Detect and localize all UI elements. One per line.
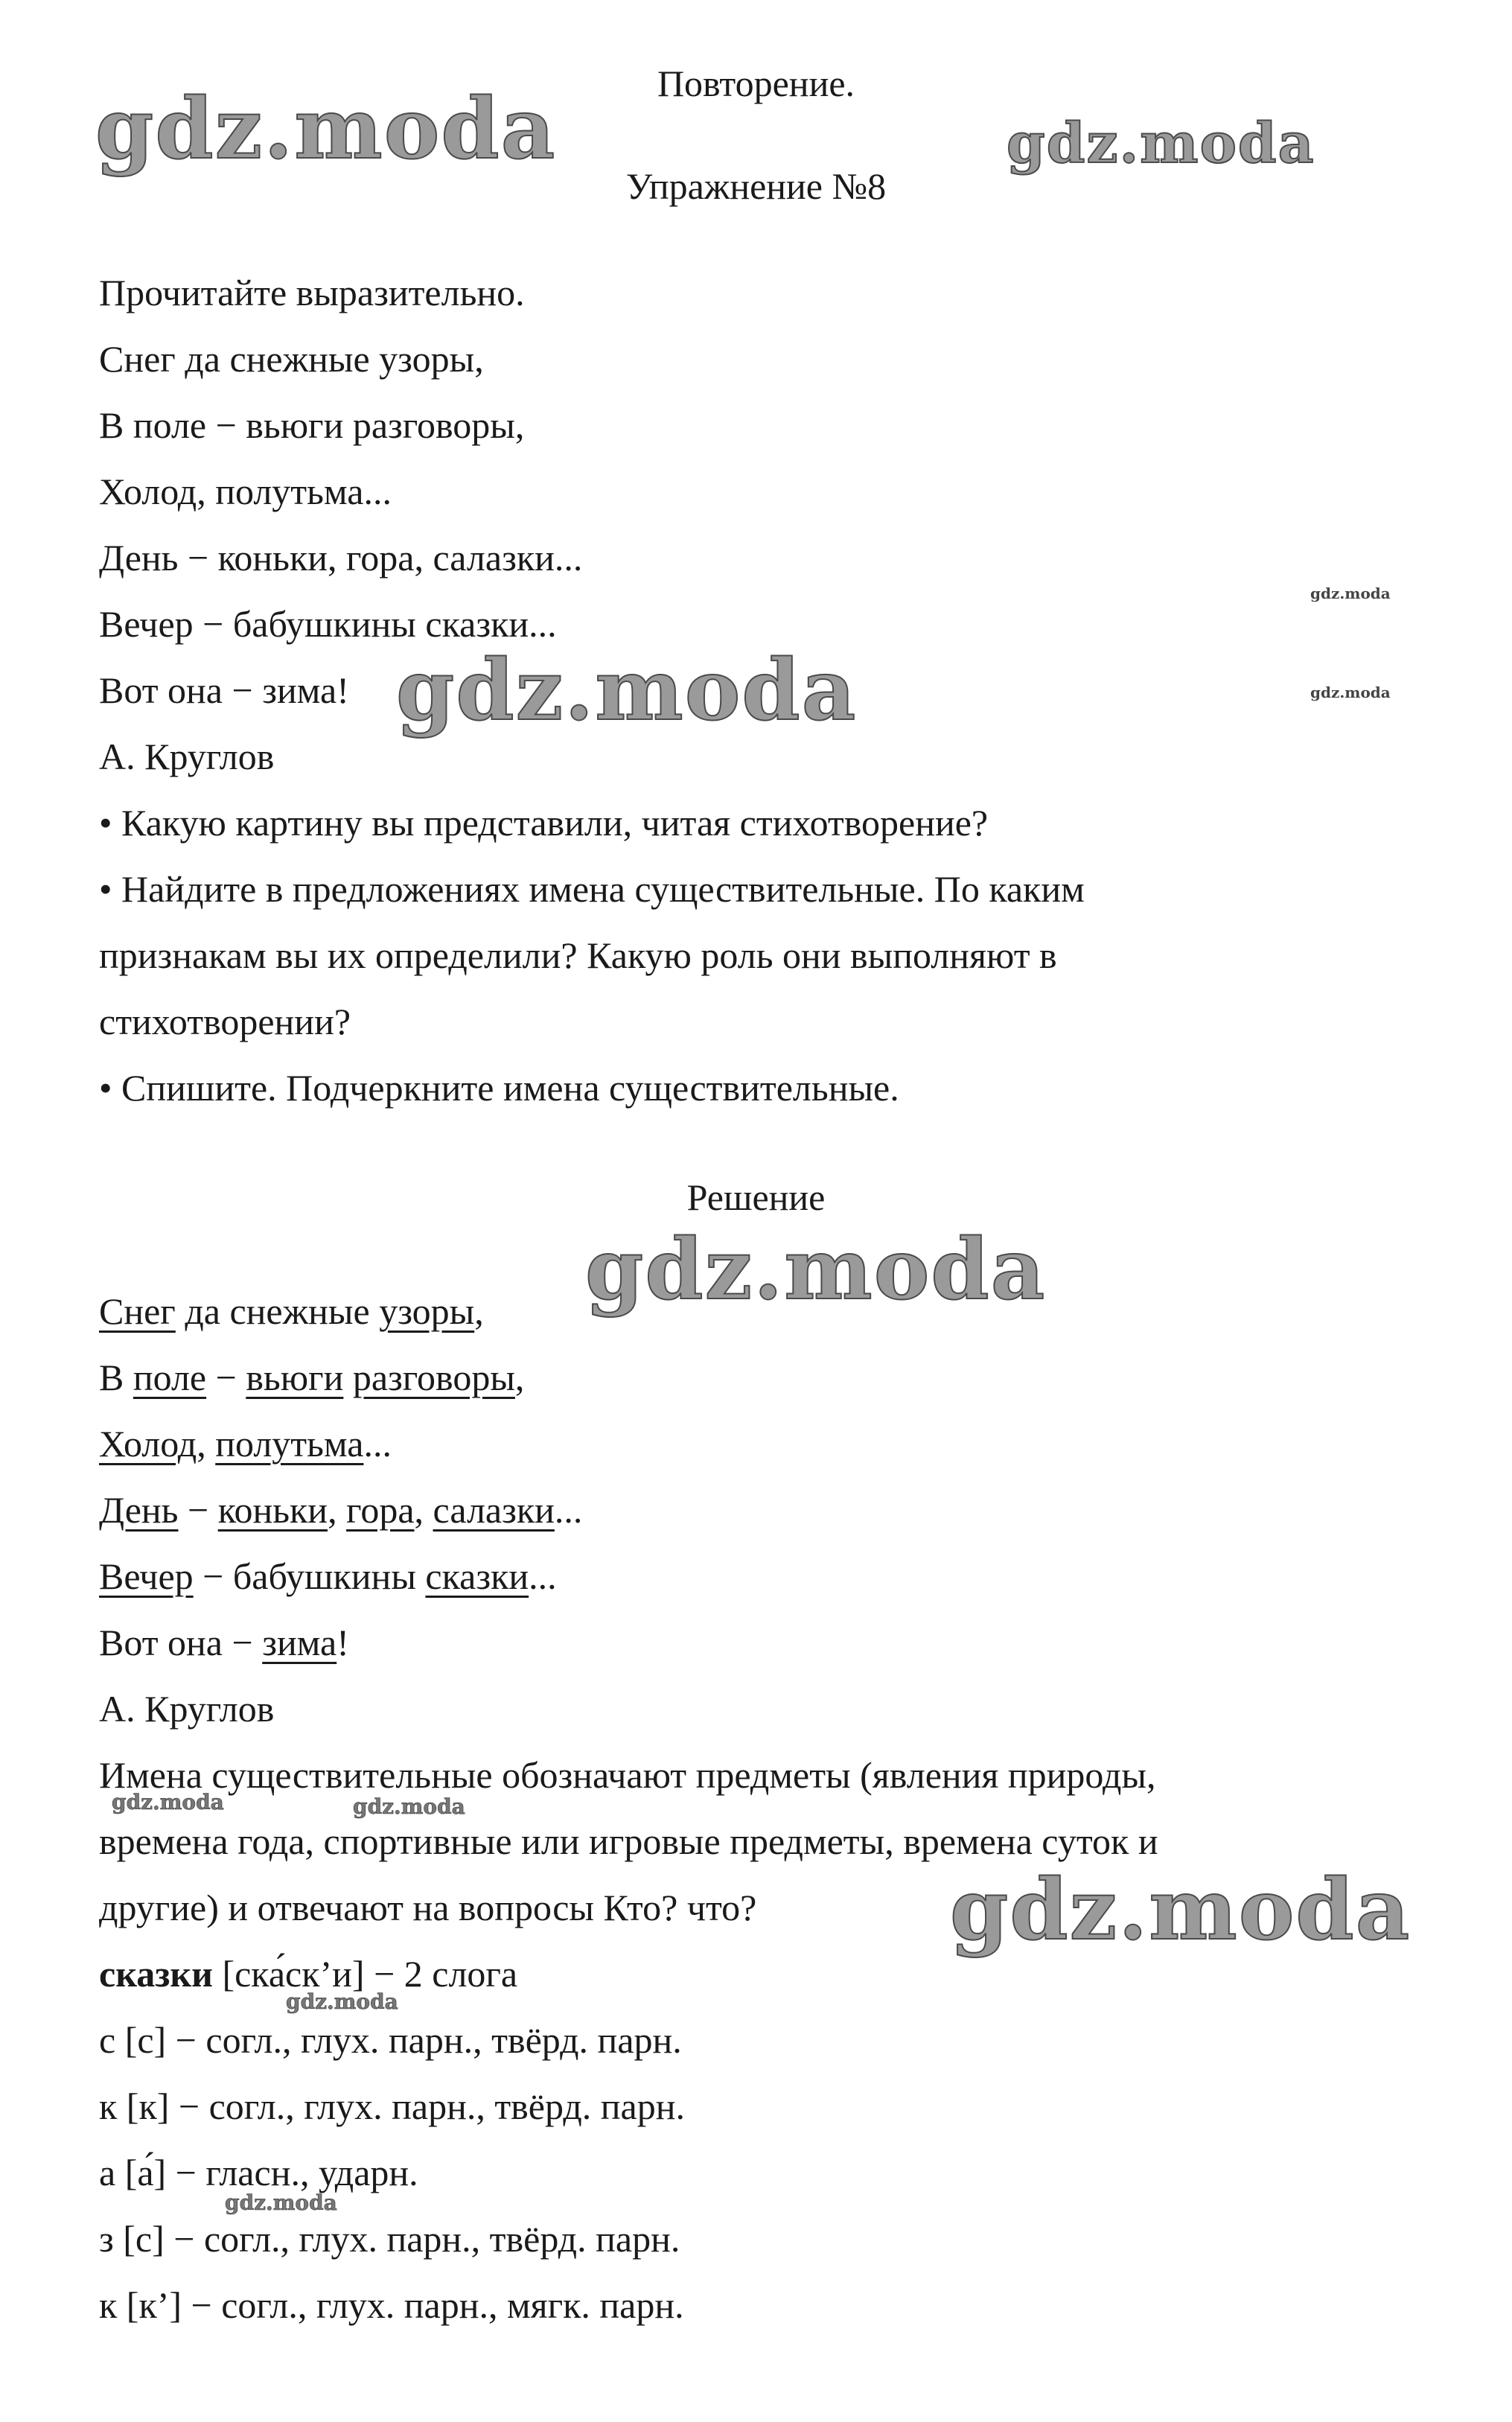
watermark-logo: gdz.moda: [1310, 683, 1391, 701]
solution-heading: Решение: [686, 1176, 826, 1218]
question-line: • Какую картину вы представили, читая стихотворение?: [99, 802, 989, 844]
poem-text: ...: [363, 1423, 392, 1465]
analyzed-word: сказки: [99, 1953, 213, 1995]
explanation-line: времена года, спортивные или игровые предметы, времена суток и: [99, 1820, 1158, 1862]
underlined-noun: гора: [346, 1489, 415, 1531]
question-line: признакам вы их определили? Какую роль они выполняют в: [99, 934, 1057, 976]
solution-poem-line: [99, 1622, 349, 1665]
question-line: • Спишите. Подчеркните имена существительные.: [99, 1067, 899, 1109]
sound-analysis-line: а [а́] − гласн., ударн.: [99, 2152, 418, 2193]
underlined-noun: коньки: [217, 1489, 328, 1531]
poem-line: День − коньки, гора, салазки...: [99, 537, 583, 579]
poem-text: ...: [529, 1555, 557, 1597]
sound-analysis-line: к [к’] − согл., глух. парн., мягк. парн.: [99, 2284, 684, 2326]
solution-author: А. Круглов: [99, 1688, 275, 1730]
poem-line: В поле − вьюги разговоры,: [99, 404, 525, 446]
watermark-logo: gdz.moda: [1310, 584, 1391, 602]
poem-author: А. Круглов: [99, 736, 275, 777]
underlined-noun: разговоры: [352, 1357, 515, 1398]
underlined-noun: вьюги: [246, 1357, 344, 1398]
underlined-noun: Снег: [99, 1290, 176, 1332]
poem-text: Вот она −: [99, 1622, 263, 1663]
explanation-line: другие) и отвечают на вопросы Кто? что?: [99, 1887, 757, 1928]
poem-text: ,: [328, 1489, 347, 1531]
poem-text: −: [178, 1489, 218, 1531]
poem-text: ,: [197, 1423, 216, 1465]
question-line: стихотворении?: [99, 1001, 351, 1042]
watermark-logo: gdz.moda: [225, 2190, 337, 2215]
question-line: • Найдите в предложениях имена существительные. По каким: [99, 868, 1085, 910]
underlined-noun: зима: [262, 1622, 337, 1663]
underlined-noun: полутьма: [215, 1423, 364, 1465]
sound-analysis-line: з [с] − согл., глух. парн., твёрд. парн.: [99, 2218, 680, 2260]
poem-line: Снег да снежные узоры,: [99, 338, 484, 380]
watermark-logo: gdz.moda: [95, 80, 557, 178]
task-instruction: Прочитайте выразительно.: [99, 272, 525, 313]
poem-text: ...: [554, 1489, 583, 1531]
underlined-noun: сказки: [425, 1555, 529, 1597]
poem-text: !: [336, 1622, 349, 1663]
watermark-logo: gdz.moda: [112, 1790, 224, 1814]
poem-text: ,: [514, 1357, 525, 1398]
underlined-noun: узоры: [379, 1290, 475, 1332]
underlined-noun: Холод: [99, 1423, 197, 1465]
solution-poem-line: [99, 1357, 524, 1400]
poem-text: −: [206, 1357, 246, 1398]
poem-text: − бабушкины: [193, 1555, 426, 1597]
poem-text: ,: [414, 1489, 433, 1531]
underlined-noun: День: [99, 1489, 179, 1531]
poem-text: да снежные: [175, 1290, 380, 1332]
watermark-logo: gdz.moda: [396, 642, 858, 739]
underlined-noun: салазки: [433, 1489, 555, 1531]
poem-line: Вечер − бабушкины сказки...: [99, 603, 557, 645]
watermark-logo: gdz.moda: [286, 1989, 398, 2014]
underlined-noun: Вечер: [99, 1555, 194, 1597]
watermark-logo: gdz.moda: [1007, 112, 1315, 176]
solution-poem-line: [99, 1423, 392, 1466]
watermark-logo: gdz.moda: [585, 1221, 1047, 1319]
poem-line: Холод, полутьма...: [99, 471, 392, 512]
poem-line: Вот она − зима!: [99, 669, 349, 711]
watermark-logo: gdz.moda: [353, 1794, 465, 1819]
explanation-line: Имена существительные обозначают предметы (явления природы,: [99, 1754, 1156, 1796]
solution-poem-line: [99, 1489, 582, 1532]
sound-analysis-line: к [к] − согл., глух. парн., твёрд. парн.: [99, 2085, 685, 2127]
watermark-logo: gdz.moda: [950, 1861, 1411, 1959]
poem-text: [343, 1357, 353, 1398]
poem-text: ,: [474, 1290, 484, 1332]
underlined-noun: поле: [133, 1357, 207, 1398]
page-title: Повторение.: [657, 63, 855, 104]
solution-poem-line: [99, 1290, 484, 1333]
solution-poem-line: [99, 1555, 557, 1599]
exercise-number: Упражнение №8: [625, 165, 887, 207]
sound-analysis-line: с [с] − согл., глух. парн., твёрд. парн.: [99, 2019, 682, 2061]
word-transcription: [ска́ск’и] − 2 слога: [212, 1953, 518, 1995]
poem-text: В: [99, 1357, 133, 1398]
